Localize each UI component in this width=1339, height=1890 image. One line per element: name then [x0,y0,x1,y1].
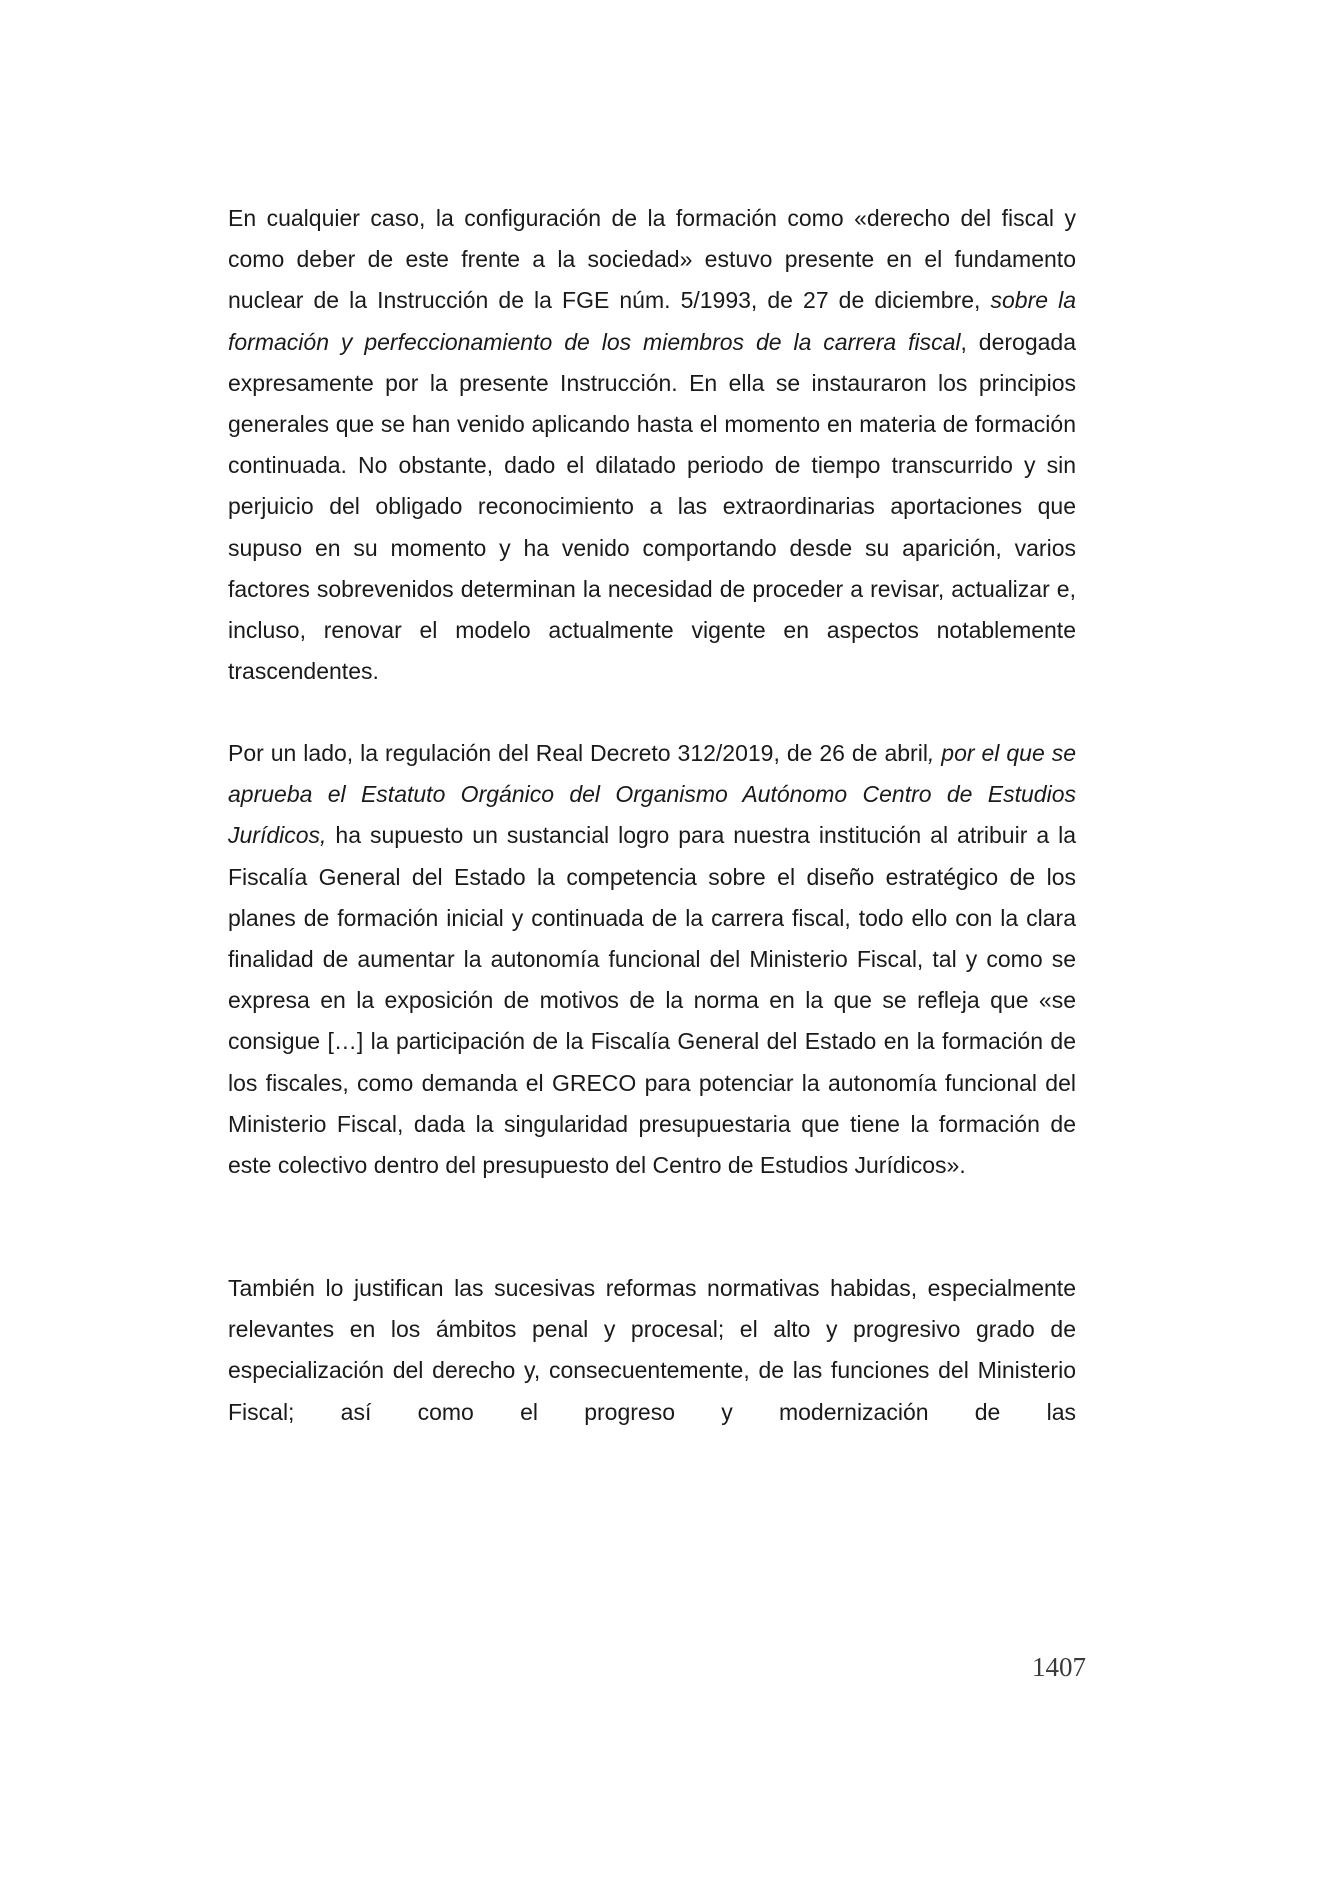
paragraph-reformas-normativas: También lo justifican las sucesivas reformas normativas habidas, especialmente relevantes en los ámbitos penal y procesal; el alto y progresivo grado de especialización del derecho y, consecuentemente, de las funciones del Ministerio Fiscal; así como el progreso y modernización de las [228,1275,1076,1425]
paragraph-text: Por un lado, la regulación del Real Decreto 312/2019, de 26 de abril [228,740,928,766]
italic-title: sobre la formación y perfeccionamiento de los miembros de la carrera fiscal [228,287,1077,355]
paragraph-formacion-derecho-fiscal [228,198,1076,692]
paragraph-real-decreto [228,733,1076,1186]
page-number: 1407 [1032,1652,1086,1682]
paragraph-text: En cualquier caso, la configuración de la formación como «derecho del fiscal y como deber de este frente a la sociedad» estuvo presente en el fundamento nuclear de la Instrucción de la FGE núm. 5/1993, de 27 de diciembre, [228,205,1076,314]
paragraph-text: ha supuesto un sustancial logro para nuestra institución al atribuir a la Fiscalía General del Estado la competencia sobre el diseño estratégico de los planes de formación inicial y continuada de la carrera fiscal, todo ello con la clara finalidad de aumentar la autonomía funcional del Ministerio Fiscal, tal y como se expresa en la exposición de motivos de la norma en la que se refleja que «se consigue […] la participación de la Fiscalía General del Estado en la formación de los fiscales, como demanda el GRECO para potenciar la autonomía funcional del Ministerio Fiscal, dada la singularidad presupuestaria que tiene la formación de este colectivo dentro del presupuesto del Centro de Estudios Jurídicos». [228,822,1076,1179]
paragraph-text: , derogada expresamente por la presente Instrucción. En ella se instauraron los principios generales que se han venido aplicando hasta el momento en materia de formación continuada. No obstante, dado el dilatado periodo de tiempo transcurrido y sin perjuicio del obligado reconocimiento a las extraordinarias aportaciones que supuso en su momento y ha venido comportando desde su aparición, varios factores sobrevenidos determinan la necesidad de proceder a revisar, actualizar e, incluso, renovar el modelo actualmente vigente en aspectos notablemente trascendentes. [228,328,1077,685]
italic-title: , por el que se aprueba el Estatuto Orgánico del Organismo Autónomo Centro de Estudios Jurídicos, [228,740,1076,849]
